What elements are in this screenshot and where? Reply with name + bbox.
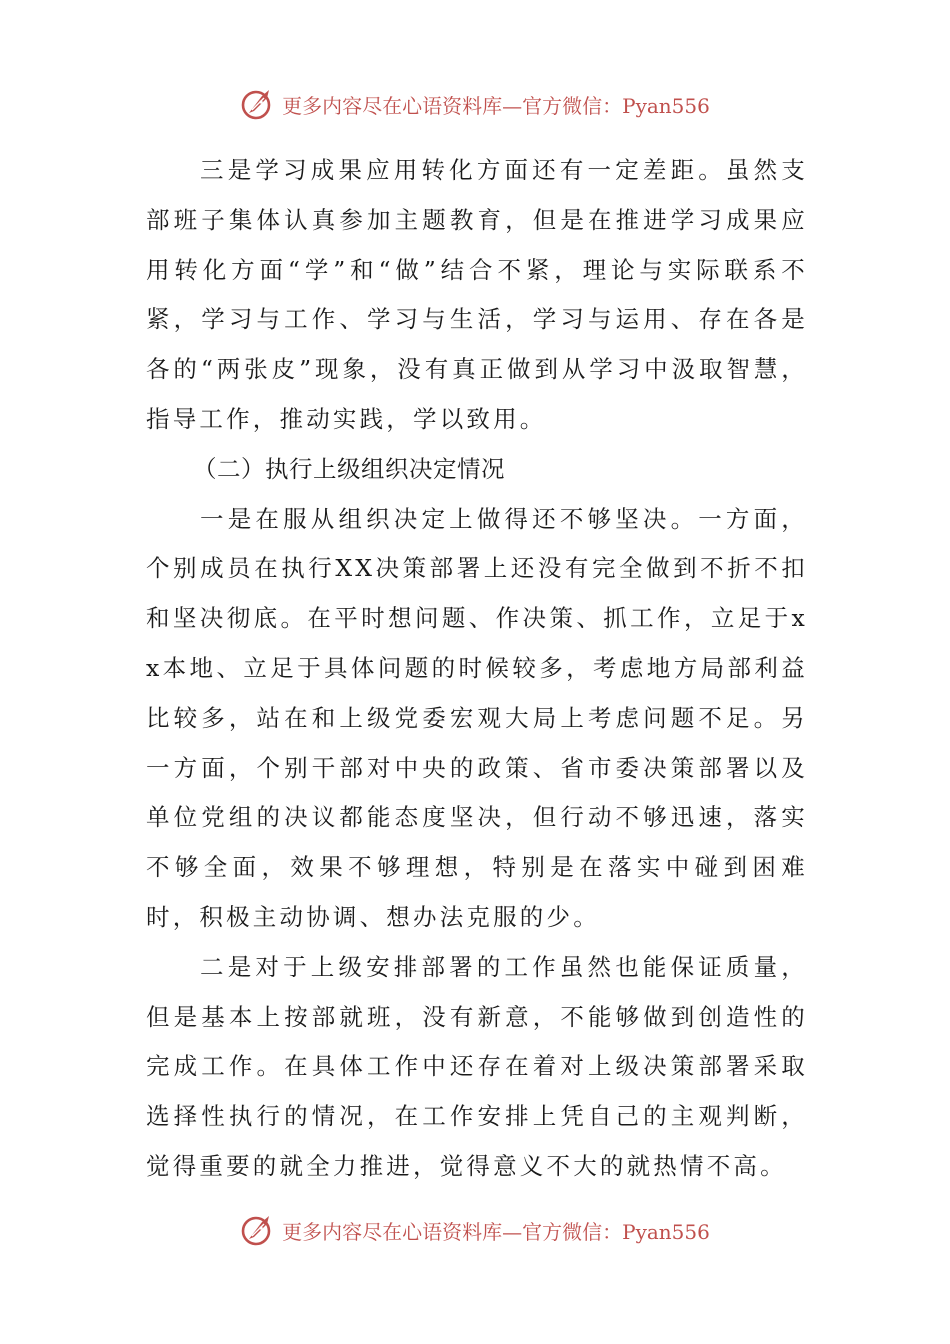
footer-banner [0,1210,950,1250]
section-heading: （二）执行上级组织决定情况 [193,454,505,483]
paragraph-3: 二是对于上级安排部署的工作虽然也能保证质量，但是基本上按部就班，没有新意，不能够做到创造性的完成工作。在具体工作中还存在着对上级决策部署采取选择性执行的情况，在工作安排上凭自己的主观判断，觉得重要的就全力推进，觉得意义不大的就热情不高。 [146,952,808,1180]
header-banner [0,84,950,124]
pen-nib-seal-icon [240,1212,276,1248]
banner-text: 更多内容尽在心语资料库—官方微信：Pyan556 [282,1219,710,1244]
paragraph-1: 三是学习成果应用转化方面还有一定差距。虽然支部班子集体认真参加主题教育，但是在推进学习成果应用转化方面“学”和“做”结合不紧，理论与实际联系不紧，学习与工作、学习与生活，学习与运用、存在各是各的“两张皮”现象，没有真正做到从学习中汲取智慧，指导工作，推动实践，学以致用。 [146,156,808,433]
paragraph-2: 一是在服从组织决定上做得还不够坚决。一方面，个别成员在执行XX决策部署上还没有完全做到不折不扣和坚决彻底。在平时想问题、作决策、抓工作，立足于xx本地、立足于具体问题的时候较多，考虑地方局部利益比较多，站在和上级党委宏观大局上考虑问题不足。另一方面，个别干部对中央的政策、省市委决策部署以及单位党组的决议都能态度坚决，但行动不够迅速，落实不够全面，效果不够理想，特别是在落实中碰到困难时，积极主动协调、想办法克服的少。 [146,504,808,931]
document-body [146,146,808,1192]
banner-text: 更多内容尽在心语资料库—官方微信：Pyan556 [282,93,710,118]
pen-nib-seal-icon [240,86,276,122]
